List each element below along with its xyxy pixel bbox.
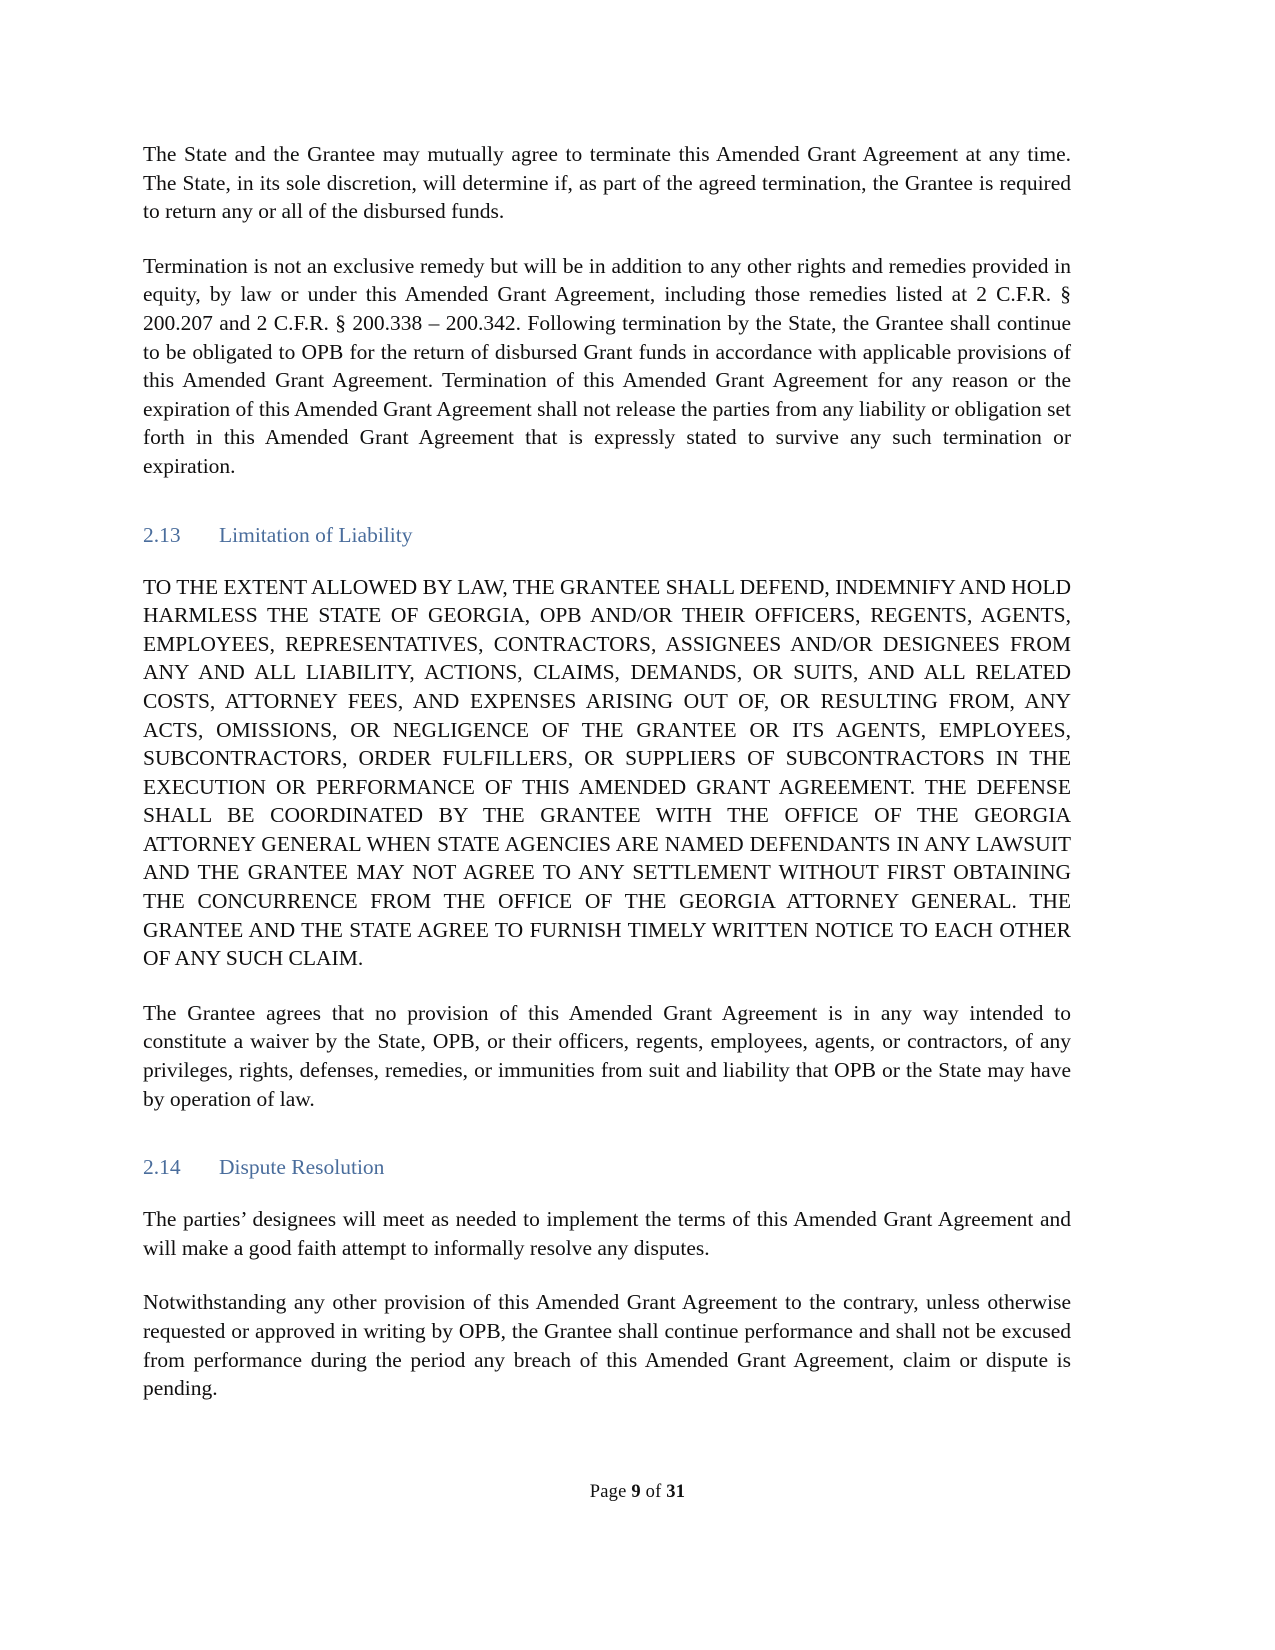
paragraph-no-waiver: The Grantee agrees that no provision of this Amended Grant Agreement is in any way intended to constitute a waiver by the State, OPB, or their officers, regents, employees, agents, or contractors, of any privileges, rights, defenses, remedies, or immunities from suit and liability that OPB or the State may have by operation of law. <box>143 1000 1071 1111</box>
footer-prefix: Page <box>589 1482 632 1502</box>
section-title-2-13: Limitation of Liability <box>219 522 413 547</box>
heading-spacer-213 <box>143 507 1071 521</box>
document-body <box>143 140 1071 1403</box>
section-heading-2-14 <box>143 1153 1071 1181</box>
paragraph-termination-remedies: Termination is not an exclusive remedy but will be in addition to any other rights and remedies provided in equity, by law or under this Amended Grant Agreement, including those remedies listed at 2 C.F.R. § 200.207 and 2 C.F.R. § 200.338 – 200.342. Following termination by the State, the Grantee shall continue to be obligated to OPB for the return of disbursed Grant funds in accordance with applicable provisions of this Amended Grant Agreement. Termination of this Amended Grant Agreement for any reason or the expiration of this Amended Grant Agreement shall not release the parties from any liability or obligation set forth in this Amended Grant Agreement that is expressly stated to survive any such termination or expiration. <box>143 253 1071 478</box>
section-title-2-14: Dispute Resolution <box>219 1155 385 1180</box>
paragraph-termination-mutual-agreement: The State and the Grantee may mutually agree to terminate this Amended Grant Agreement at any time. The State, in its sole discretion, will determine if, as part of the agreed termination, the Grantee is required to return any or all of the disbursed funds. <box>143 142 1071 224</box>
footer-middle: of <box>640 1482 667 1502</box>
paragraph-continue-performance: Notwithstanding any other provision of this Amended Grant Agreement to the contrary, unless otherwise requested or approved in writing by OPB, the Grantee shall continue performance and shall not be excused from performance during the period any breach of this Amended Grant Agreement, claim or dispute is pending. <box>143 1290 1071 1401</box>
footer-page-number: 9 <box>631 1482 641 1502</box>
footer-total-pages: 31 <box>666 1482 686 1502</box>
section-heading-2-13 <box>143 521 1071 549</box>
section-number-2-14: 2.14 <box>143 1155 181 1180</box>
heading-spacer-214 <box>143 1139 1071 1153</box>
section-number-2-13: 2.13 <box>143 522 181 547</box>
paragraph-designees-meet: The parties’ designees will meet as needed to implement the terms of this Amended Grant Agreement and will make a good faith attempt to informally resolve any disputes. <box>143 1207 1071 1260</box>
page-footer <box>0 1482 1275 1503</box>
paragraph-indemnification-caps: TO THE EXTENT ALLOWED BY LAW, THE GRANTEE SHALL DEFEND, INDEMNIFY AND HOLD HARMLESS THE STATE OF GEORGIA, OPB AND/OR THEIR OFFICERS, REGENTS, AGENTS, EMPLOYEES, REPRESENTATIVES, CONTRACTORS, ASSIGNEES AND/OR DESIGNEES FROM ANY AND ALL LIABILITY, ACTIONS, CLAIMS, DEMANDS, OR SUITS, AND ALL RELATED COSTS, ATTORNEY FEES, AND EXPENSES ARISING OUT OF, OR RESULTING FROM, ANY ACTS, OMISSIONS, OR NEGLIGENCE OF THE GRANTEE OR ITS AGENTS, EMPLOYEES, SUBCONTRACTORS, ORDER FULFILLERS, OR SUPPLIERS OF SUBCONTRACTORS IN THE EXECUTION OR PERFORMANCE OF THIS AMENDED GRANT AGREEMENT. THE DEFENSE SHALL BE COORDINATED BY THE GRANTEE WITH THE OFFICE OF THE GEORGIA ATTORNEY GENERAL WHEN STATE AGENCIES ARE NAMED DEFENDANTS IN ANY LAWSUIT AND THE GRANTEE MAY NOT AGREE TO ANY SETTLEMENT WITHOUT FIRST OBTAINING THE CONCURRENCE FROM THE OFFICE OF THE GEORGIA ATTORNEY GENERAL. THE GRANTEE AND THE STATE AGREE TO FURNISH TIMELY WRITTEN NOTICE TO EACH OTHER OF ANY SUCH CLAIM. <box>143 574 1071 971</box>
